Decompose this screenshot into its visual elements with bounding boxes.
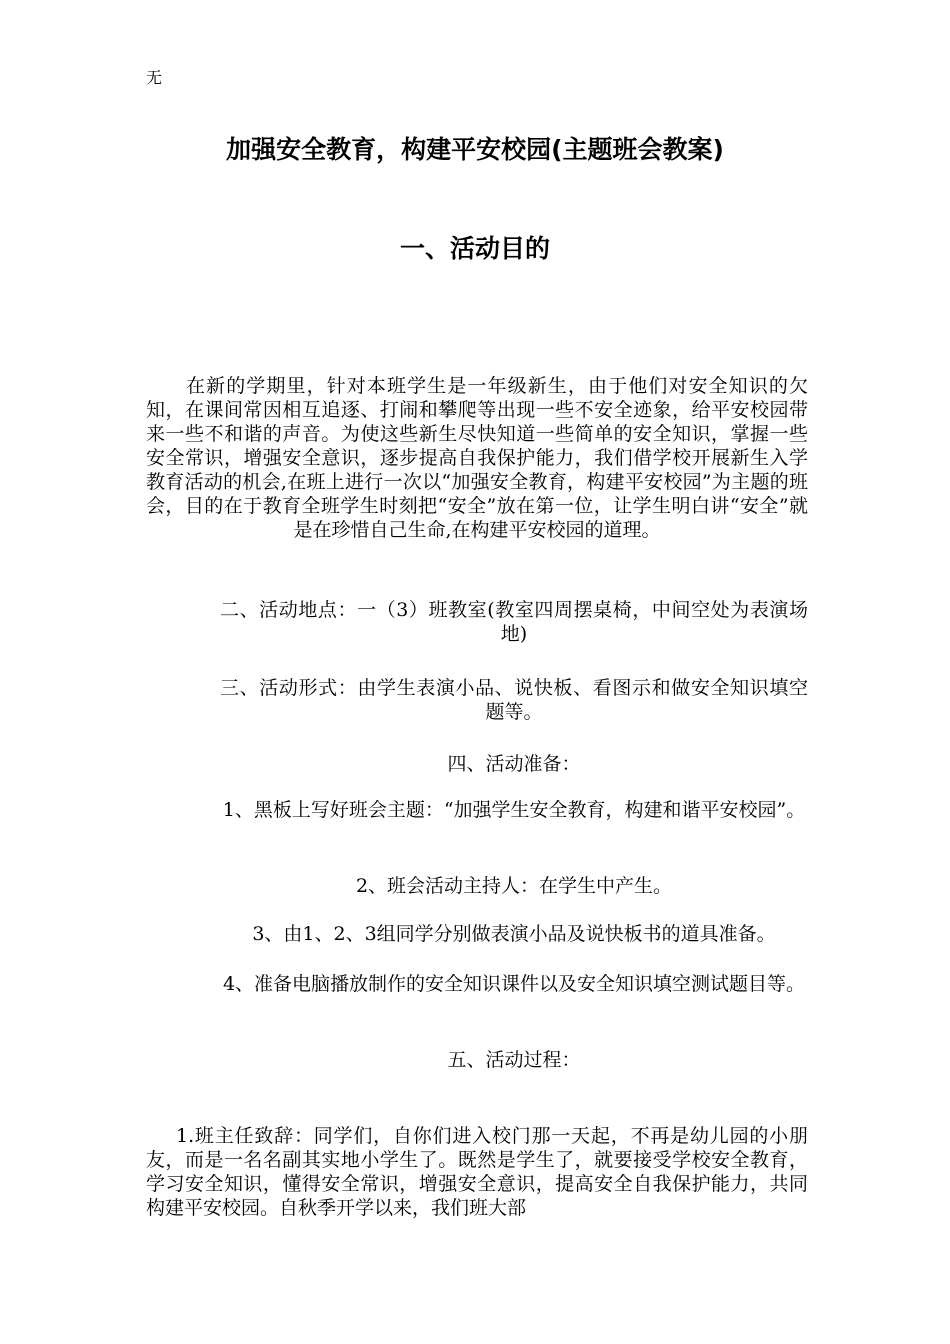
prep-item-1: 1、黑板上写好班会主题：“加强学生安全教育，构建和谐平安校园”。 [222,799,806,821]
prep-item-2: 2、班会活动主持人：在学生中产生。 [355,875,673,897]
intro-paragraph: 在新的学期里，针对本班学生是一年级新生，由于他们对安全知识的欠知，在课间常因相互追逐、打闹和攀爬等出现一些不安全迹象，给平安校园带来一些不和谐的声音。为使这些新生尽快知道一些简单的安全知识，掌握一些安全常识，增强安全意识，逐步提高自我保护能力，我们借学校开展新生入学教育活动的机会,在班上进行一次以“加强安全教育，构建平安校园”为主题的班会，目的在于教育全班学生时刻把“安全”放在第一位，让学生明白讲“安全”就是在珍惜自己生命,在构建平安校园的道理。 [146,375,808,541]
activity-location: 二、活动地点：一（3）班教室(教室四周摆桌椅，中间空处为表演场地) [220,599,808,645]
activity-format: 三、活动形式：由学生表演小品、说快板、看图示和做安全知识填空题等。 [220,677,808,723]
process-heading: 五、活动过程： [447,1049,581,1071]
preparation-heading: 四、活动准备： [447,753,581,775]
prep-item-3: 3、由1、2、3组同学分别做表演小品及说快板书的道具准备。 [252,923,776,945]
prep-item-4: 4、准备电脑播放制作的安全知识课件以及安全知识填空测试题目等。 [222,973,806,995]
header-mark: 无 [146,68,163,87]
document-title: 加强安全教育，构建平安校园(主题班会教案) [226,135,724,164]
section-heading-purpose: 一、活动目的 [399,234,550,263]
process-paragraph: 1.班主任致辞：同学们，自你们进入校门那一天起，不再是幼儿园的小朋友，而是一名名副其实地小学生了。既然是学生了，就要接受学校安全教育，学习安全知识，懂得安全常识，增强安全意识，提高安全自我保护能力，共同构建平安校园。自秋季开学以来，我们班大部 [146,1125,808,1219]
